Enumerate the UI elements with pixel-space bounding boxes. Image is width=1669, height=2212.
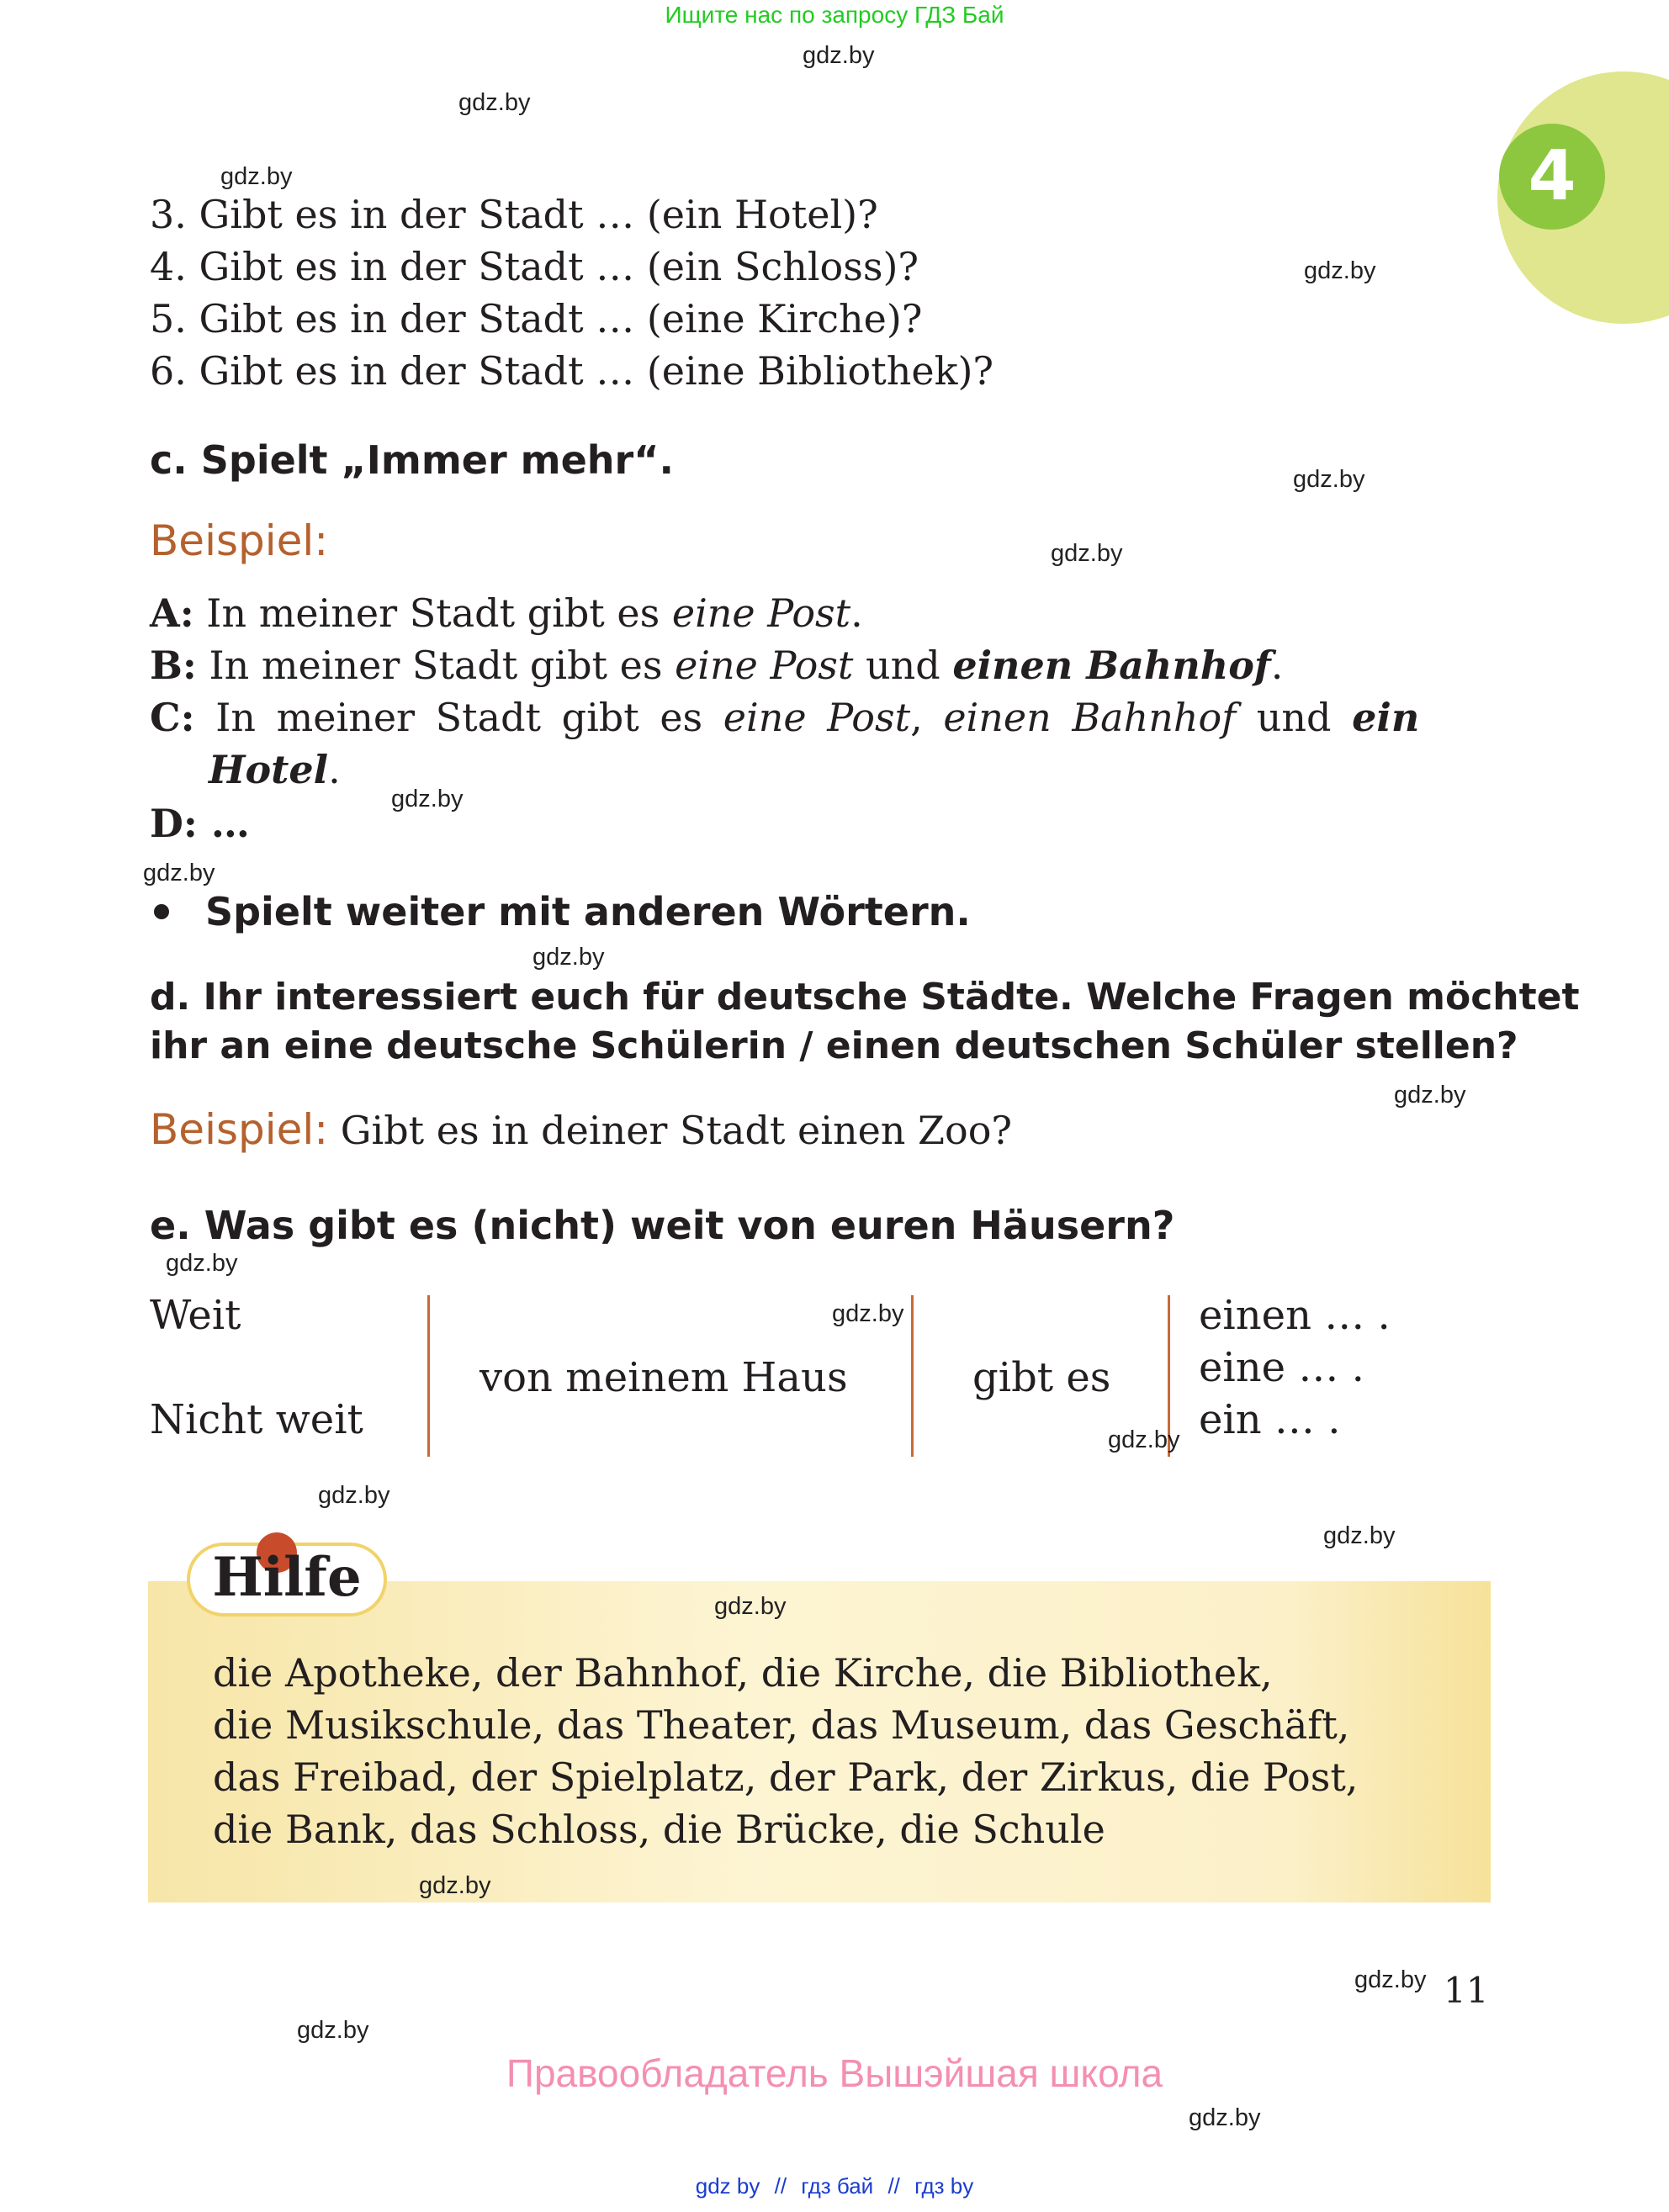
watermark: gdz.by [532, 944, 605, 971]
dialogue-end: . [328, 747, 341, 792]
dialogue-line-a [150, 590, 863, 636]
table-einen: einen … . [1199, 1292, 1391, 1339]
speaker-label: B: [150, 643, 197, 688]
table-eine: eine … . [1199, 1344, 1364, 1391]
question-4 [150, 244, 919, 289]
question-number: 4. [150, 244, 187, 289]
chapter-number-badge [1499, 124, 1605, 230]
table-nicht-weit: Nicht weit [150, 1396, 363, 1443]
chapter-number: 4 [1528, 136, 1576, 216]
watermark: gdz.by [832, 1300, 904, 1327]
dialogue-italic: eine Post [671, 590, 851, 636]
watermark: gdz.by [1108, 1426, 1180, 1453]
question-text: Gibt es in der Stadt … (ein Hotel)? [199, 192, 878, 237]
dialogue-text: In meiner Stadt gibt es [193, 590, 672, 636]
watermark: gdz.by [1323, 1522, 1396, 1549]
copyright-text: Правообладатель Вышэйшая школа [506, 2051, 1163, 2095]
table-gibt-es: gibt es [972, 1354, 1111, 1401]
task-e-heading: e. Was gibt es (nicht) weit von euren Häusern? [150, 1203, 1175, 1248]
table-divider-2 [911, 1295, 914, 1457]
footer-separator: // [887, 2173, 900, 2199]
bullet-dot [154, 904, 169, 919]
task-c-heading: c. Spielt „Immer mehr“. [150, 437, 674, 483]
watermark: gdz.by [297, 2017, 369, 2044]
question-6 [150, 348, 993, 394]
dialogue-end: . [1270, 643, 1284, 688]
dialogue-line-d [150, 801, 250, 846]
table-ein: ein … . [1199, 1396, 1341, 1443]
table-divider-1 [427, 1295, 430, 1457]
hilfe-title: Hilfe [212, 1546, 362, 1609]
watermark: gdz.by [1394, 1082, 1466, 1109]
dialogue-bold-italic: einen Bahnhof [952, 643, 1271, 688]
table-von-meinem-haus: von meinem Haus [480, 1354, 848, 1401]
task-d-line-2: ihr an eine deutsche Schülerin / einen deutschen Schüler stellen? [150, 1024, 1518, 1067]
top-banner[interactable]: Ищите нас по запросу ГДЗ Бай [665, 2, 1004, 28]
dialogue-end: . [850, 590, 863, 636]
dialogue-italic: eine Post [675, 643, 854, 688]
question-text: Gibt es in der Stadt … (ein Schloss)? [199, 244, 919, 289]
dialogue-text: und [853, 643, 953, 688]
watermark: gdz.by [714, 1593, 787, 1620]
footer-links [0, 2173, 1669, 2199]
watermark: gdz.by [1304, 257, 1376, 284]
speaker-label: D: [150, 801, 198, 846]
watermark: gdz.by [391, 786, 464, 812]
dialogue-line-c [150, 695, 1419, 740]
watermark: gdz.by [220, 163, 293, 190]
footer-link[interactable]: gdz by [695, 2173, 760, 2199]
watermark: gdz.by [458, 89, 531, 116]
beispiel-2 [150, 1105, 1012, 1154]
dialogue-line-c-cont [209, 747, 341, 792]
dialogue-text: In meiner Stadt gibt es [194, 695, 723, 740]
dialogue-text: , [910, 695, 944, 740]
hilfe-line-1: die Apotheke, der Bahnhof, die Kirche, die Bibliothek, [213, 1650, 1273, 1696]
footer-link[interactable]: гдз бай [801, 2173, 874, 2199]
dialogue-italic: einen Bahnhof [943, 695, 1237, 740]
beispiel-text: Gibt es in deiner Stadt einen Zoo? [328, 1108, 1013, 1153]
hilfe-line-4: die Bank, das Schloss, die Brücke, die Schule [213, 1807, 1105, 1852]
question-text: Gibt es in der Stadt … (eine Bibliothek)? [199, 348, 994, 394]
watermark: gdz.by [318, 1482, 390, 1509]
beispiel-label: Beispiel: [150, 516, 329, 565]
dialogue-italic: eine Post [723, 695, 911, 740]
table-weit: Weit [150, 1292, 241, 1339]
watermark: gdz.by [1354, 1966, 1427, 1993]
watermark: gdz.by [1293, 466, 1365, 493]
question-number: 3. [150, 192, 187, 237]
question-3 [150, 192, 878, 237]
dialogue-text: und [1236, 695, 1353, 740]
watermark: gdz.by [803, 42, 875, 69]
bullet-text: Spielt weiter mit anderen Wörtern. [205, 889, 971, 934]
watermark: gdz.by [419, 1872, 491, 1899]
dialogue-text: In meiner Stadt gibt es [196, 643, 676, 688]
question-number: 6. [150, 348, 187, 394]
watermark: gdz.by [1189, 2104, 1261, 2131]
dialogue-line-b [150, 643, 1283, 688]
question-5 [150, 296, 922, 341]
task-d-line-1: d. Ihr interessiert euch für deutsche Städte. Welche Fragen möchtet [150, 976, 1580, 1019]
question-number: 5. [150, 296, 187, 341]
speaker-label: A: [150, 590, 194, 636]
dialogue-bold-italic: ein [1352, 695, 1420, 740]
watermark: gdz.by [143, 860, 215, 886]
page-number: 11 [1444, 1970, 1489, 2011]
question-text: Gibt es in der Stadt … (eine Kirche)? [199, 296, 923, 341]
watermark: gdz.by [1051, 540, 1123, 567]
footer-link[interactable]: гдз by [914, 2173, 974, 2199]
hilfe-line-2: die Musikschule, das Theater, das Museum, das Geschäft, [213, 1702, 1350, 1748]
dialogue-bold-italic: Hotel [209, 747, 329, 792]
footer-separator: // [774, 2173, 787, 2199]
watermark: gdz.by [166, 1250, 238, 1277]
speaker-label: C: [150, 695, 195, 740]
dialogue-text: … [197, 801, 250, 846]
hilfe-line-3: das Freibad, der Spielplatz, der Park, der Zirkus, die Post, [213, 1754, 1359, 1800]
beispiel-label: Beispiel: [150, 1105, 329, 1154]
